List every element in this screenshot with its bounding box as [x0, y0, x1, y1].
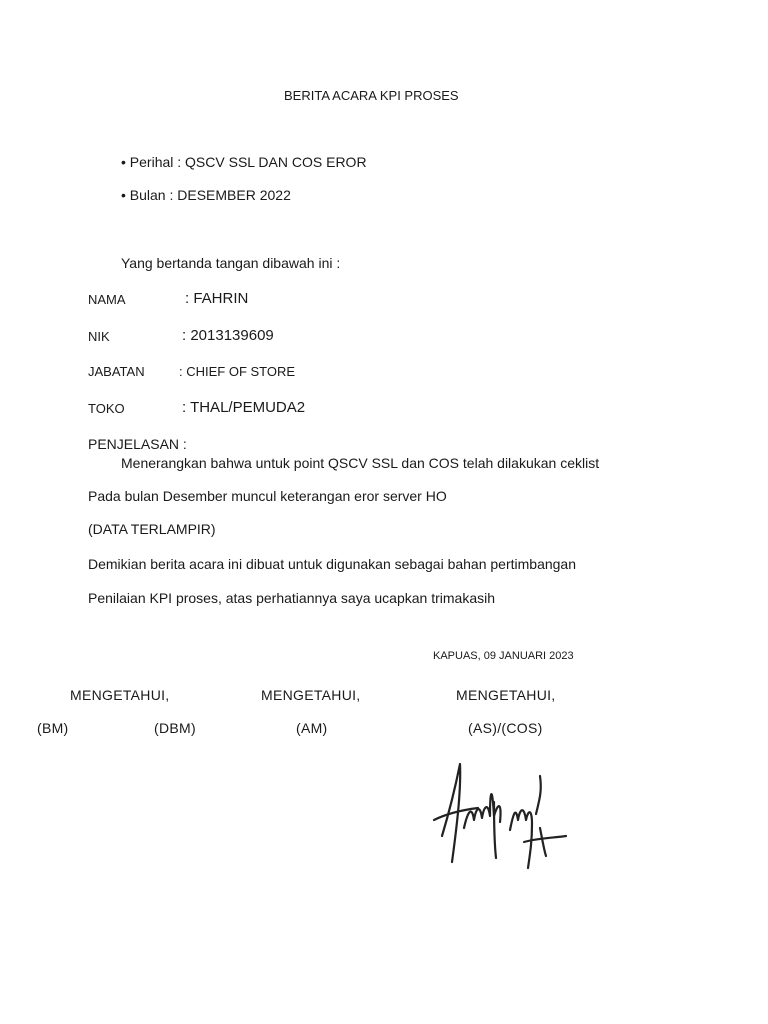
- subject-line: • Perihal : QSCV SSL DAN COS EROR: [121, 154, 367, 170]
- role-am: (AM): [296, 720, 328, 736]
- explanation-paragraph: (DATA TERLAMPIR): [88, 521, 216, 537]
- explanation-paragraph: Pada bulan Desember muncul keterangan eror server HO: [88, 488, 447, 504]
- field-value-jabatan: : CHIEF OF STORE: [179, 364, 296, 379]
- acknowledgement-label: MENGETAHUI,: [456, 687, 556, 703]
- explanation-paragraph: Demikian berita acara ini dibuat untuk digunakan sebagai bahan pertimbangan: [88, 556, 576, 572]
- acknowledgement-label: MENGETAHUI,: [70, 687, 170, 703]
- role-bm: (BM): [37, 720, 69, 736]
- field-value-toko: : THAL/PEMUDA2: [182, 399, 306, 416]
- place-date: KAPUAS, 09 JANUARI 2023: [433, 650, 574, 662]
- field-value-nik: : 2013139609: [182, 327, 274, 344]
- acknowledgement-label: MENGETAHUI,: [261, 687, 361, 703]
- field-label-jabatan: JABATAN: [88, 364, 145, 379]
- role-as-cos: (AS)/(COS): [468, 720, 543, 736]
- role-dbm: (DBM): [154, 720, 196, 736]
- field-label-nama: NAMA: [88, 292, 126, 307]
- field-label-toko: TOKO: [88, 401, 125, 416]
- intro-text: Yang bertanda tangan dibawah ini :: [121, 255, 341, 271]
- field-value-nama: : FAHRIN: [185, 290, 249, 307]
- handwritten-signature: [428, 758, 570, 870]
- month-line: • Bulan : DESEMBER 2022: [121, 187, 291, 203]
- field-label-nik: NIK: [88, 329, 110, 344]
- explanation-paragraph: Menerangkan bahwa untuk point QSCV SSL dan COS telah dilakukan ceklist: [121, 455, 600, 471]
- explanation-heading: PENJELASAN :: [88, 436, 187, 452]
- document-title: BERITA ACARA KPI PROSES: [284, 88, 459, 103]
- explanation-paragraph: Penilaian KPI proses, atas perhatiannya saya ucapkan trimakasih: [88, 590, 496, 606]
